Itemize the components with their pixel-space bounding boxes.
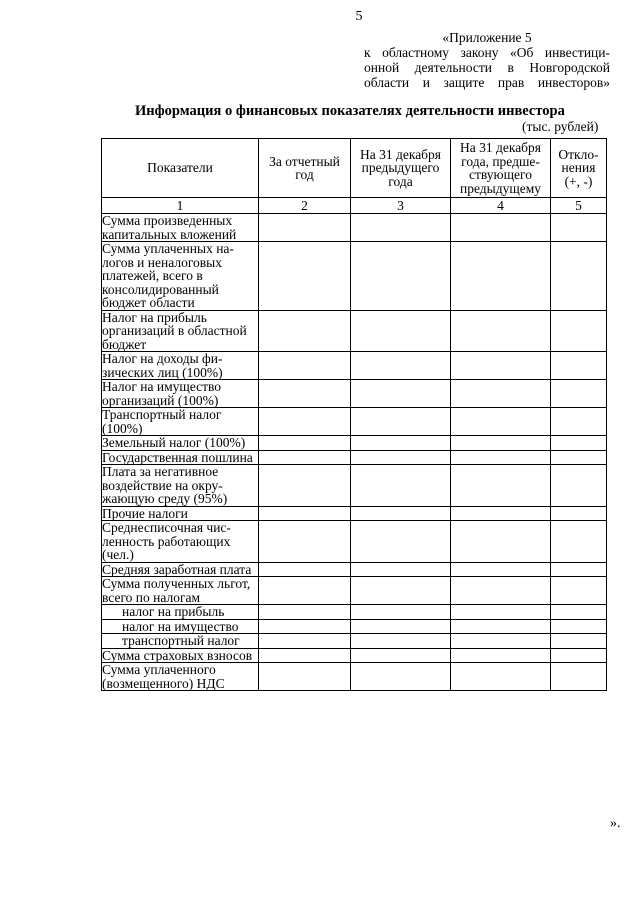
- value-cell: [551, 663, 607, 691]
- column-number: 1: [102, 198, 259, 214]
- row-label: Сумма произведенных капитальных вложений: [102, 214, 259, 242]
- value-cell: [259, 465, 351, 507]
- table-row: [102, 521, 607, 563]
- value-cell: [451, 648, 551, 663]
- row-label: Государственная пошлина: [102, 450, 259, 465]
- value-cell: [351, 408, 451, 436]
- value-cell: [351, 648, 451, 663]
- value-cell: [551, 352, 607, 380]
- row-label: Налог на доходы физических лиц (100%): [102, 352, 259, 380]
- value-cell: [451, 408, 551, 436]
- value-cell: [351, 605, 451, 620]
- value-cell: [351, 521, 451, 563]
- column-header-label: На 31 декабря года, предшествующего предыдущему: [459, 140, 542, 196]
- value-cell: [551, 605, 607, 620]
- value-cell: [451, 619, 551, 634]
- appendix-title: «Приложение 5: [442, 30, 532, 45]
- row-label: Прочие налоги: [102, 506, 259, 521]
- value-cell: [259, 352, 351, 380]
- financial-indicators-table: [101, 138, 607, 691]
- document-title: Информация о финансовых показателях деятельности инвестора: [135, 103, 565, 119]
- column-header: [102, 139, 259, 198]
- appendix-line: области и защите прав инвесторов»: [364, 75, 610, 90]
- value-cell: [451, 380, 551, 408]
- column-header-label: Показатели: [147, 160, 213, 176]
- table-row: [102, 663, 607, 691]
- row-label: Сумма уплаченных налогов и неналоговых платежей, всего в консолидированный бюджет области: [102, 242, 259, 311]
- value-cell: [259, 380, 351, 408]
- column-header-label: На 31 декабря предыдущего года: [359, 146, 442, 189]
- row-label: Сумма уплаченного (возмещенного) НДС: [102, 663, 259, 691]
- row-label: Налог на прибыль организаций в областной бюджет: [102, 310, 259, 352]
- value-cell: [551, 619, 607, 634]
- value-cell: [451, 436, 551, 451]
- value-cell: [259, 242, 351, 311]
- value-cell: [351, 663, 451, 691]
- table-row: [102, 242, 607, 311]
- value-cell: [451, 605, 551, 620]
- value-cell: [259, 577, 351, 605]
- column-number: 5: [551, 198, 607, 214]
- table-row: [102, 648, 607, 663]
- value-cell: [259, 634, 351, 649]
- value-cell: [451, 577, 551, 605]
- value-cell: [259, 450, 351, 465]
- value-cell: [351, 310, 451, 352]
- appendix-line: онной деятельности в Новгородской: [364, 60, 610, 75]
- value-cell: [351, 465, 451, 507]
- value-cell: [551, 408, 607, 436]
- value-cell: [259, 619, 351, 634]
- value-cell: [551, 577, 607, 605]
- value-cell: [551, 214, 607, 242]
- table-row: [102, 577, 607, 605]
- table-row: [102, 562, 607, 577]
- units-label: (тыс. рублей): [522, 119, 599, 134]
- value-cell: [259, 408, 351, 436]
- row-label: Земельный налог (100%): [102, 436, 259, 451]
- value-cell: [451, 506, 551, 521]
- value-cell: [451, 634, 551, 649]
- row-label: Среднесписочная численность работающих (чел.): [102, 521, 259, 563]
- value-cell: [351, 380, 451, 408]
- value-cell: [259, 562, 351, 577]
- value-cell: [351, 436, 451, 451]
- value-cell: [451, 521, 551, 563]
- value-cell: [451, 465, 551, 507]
- value-cell: [551, 562, 607, 577]
- table-row: [102, 436, 607, 451]
- table-header-row: [102, 139, 607, 198]
- appendix-line: к областному закону «Об инвестици-: [364, 45, 610, 60]
- value-cell: [259, 506, 351, 521]
- column-header: [551, 139, 607, 198]
- row-label: налог на имущество: [102, 619, 259, 634]
- table-row: [102, 352, 607, 380]
- value-cell: [259, 663, 351, 691]
- value-cell: [551, 648, 607, 663]
- value-cell: [451, 450, 551, 465]
- row-label: Сумма полученных льгот, всего по налогам: [102, 577, 259, 605]
- value-cell: [351, 506, 451, 521]
- value-cell: [351, 562, 451, 577]
- value-cell: [351, 242, 451, 311]
- table-row: [102, 380, 607, 408]
- column-header: [451, 139, 551, 198]
- column-header-label: За отчетный год: [269, 153, 340, 182]
- value-cell: [551, 521, 607, 563]
- value-cell: [351, 619, 451, 634]
- table-row: [102, 619, 607, 634]
- value-cell: [451, 214, 551, 242]
- column-header-label: Отклонения (+, -): [558, 146, 599, 189]
- value-cell: [551, 436, 607, 451]
- value-cell: [451, 352, 551, 380]
- value-cell: [259, 310, 351, 352]
- value-cell: [551, 380, 607, 408]
- table-row: [102, 506, 607, 521]
- value-cell: [451, 562, 551, 577]
- table-row: [102, 214, 607, 242]
- column-number: 2: [259, 198, 351, 214]
- appendix-note: [364, 30, 610, 90]
- value-cell: [551, 242, 607, 311]
- column-header: [259, 139, 351, 198]
- column-header: [351, 139, 451, 198]
- value-cell: [351, 577, 451, 605]
- value-cell: [351, 352, 451, 380]
- value-cell: [551, 310, 607, 352]
- column-number-row: [102, 198, 607, 214]
- value-cell: [551, 465, 607, 507]
- closing-quote: ».: [610, 816, 621, 831]
- table-row: [102, 408, 607, 436]
- table-row: [102, 310, 607, 352]
- table-row: [102, 605, 607, 620]
- value-cell: [451, 663, 551, 691]
- table-row: [102, 450, 607, 465]
- row-label: налог на прибыль: [102, 605, 259, 620]
- value-cell: [259, 648, 351, 663]
- column-number: 4: [451, 198, 551, 214]
- value-cell: [351, 450, 451, 465]
- table-row: [102, 465, 607, 507]
- table-row: [102, 634, 607, 649]
- value-cell: [259, 521, 351, 563]
- row-label: Транспортный налог (100%): [102, 408, 259, 436]
- row-label: Средняя заработная плата: [102, 562, 259, 577]
- value-cell: [351, 214, 451, 242]
- value-cell: [259, 605, 351, 620]
- row-label: Сумма страховых взносов: [102, 648, 259, 663]
- value-cell: [551, 506, 607, 521]
- row-label: Налог на имущество организаций (100%): [102, 380, 259, 408]
- value-cell: [451, 242, 551, 311]
- row-label: Плата за негативное воздействие на окружающую среду (95%): [102, 465, 259, 507]
- column-number: 3: [351, 198, 451, 214]
- value-cell: [351, 634, 451, 649]
- value-cell: [259, 436, 351, 451]
- page-number: 5: [355, 9, 363, 24]
- row-label: транспортный налог: [102, 634, 259, 649]
- value-cell: [551, 450, 607, 465]
- value-cell: [259, 214, 351, 242]
- value-cell: [451, 310, 551, 352]
- value-cell: [551, 634, 607, 649]
